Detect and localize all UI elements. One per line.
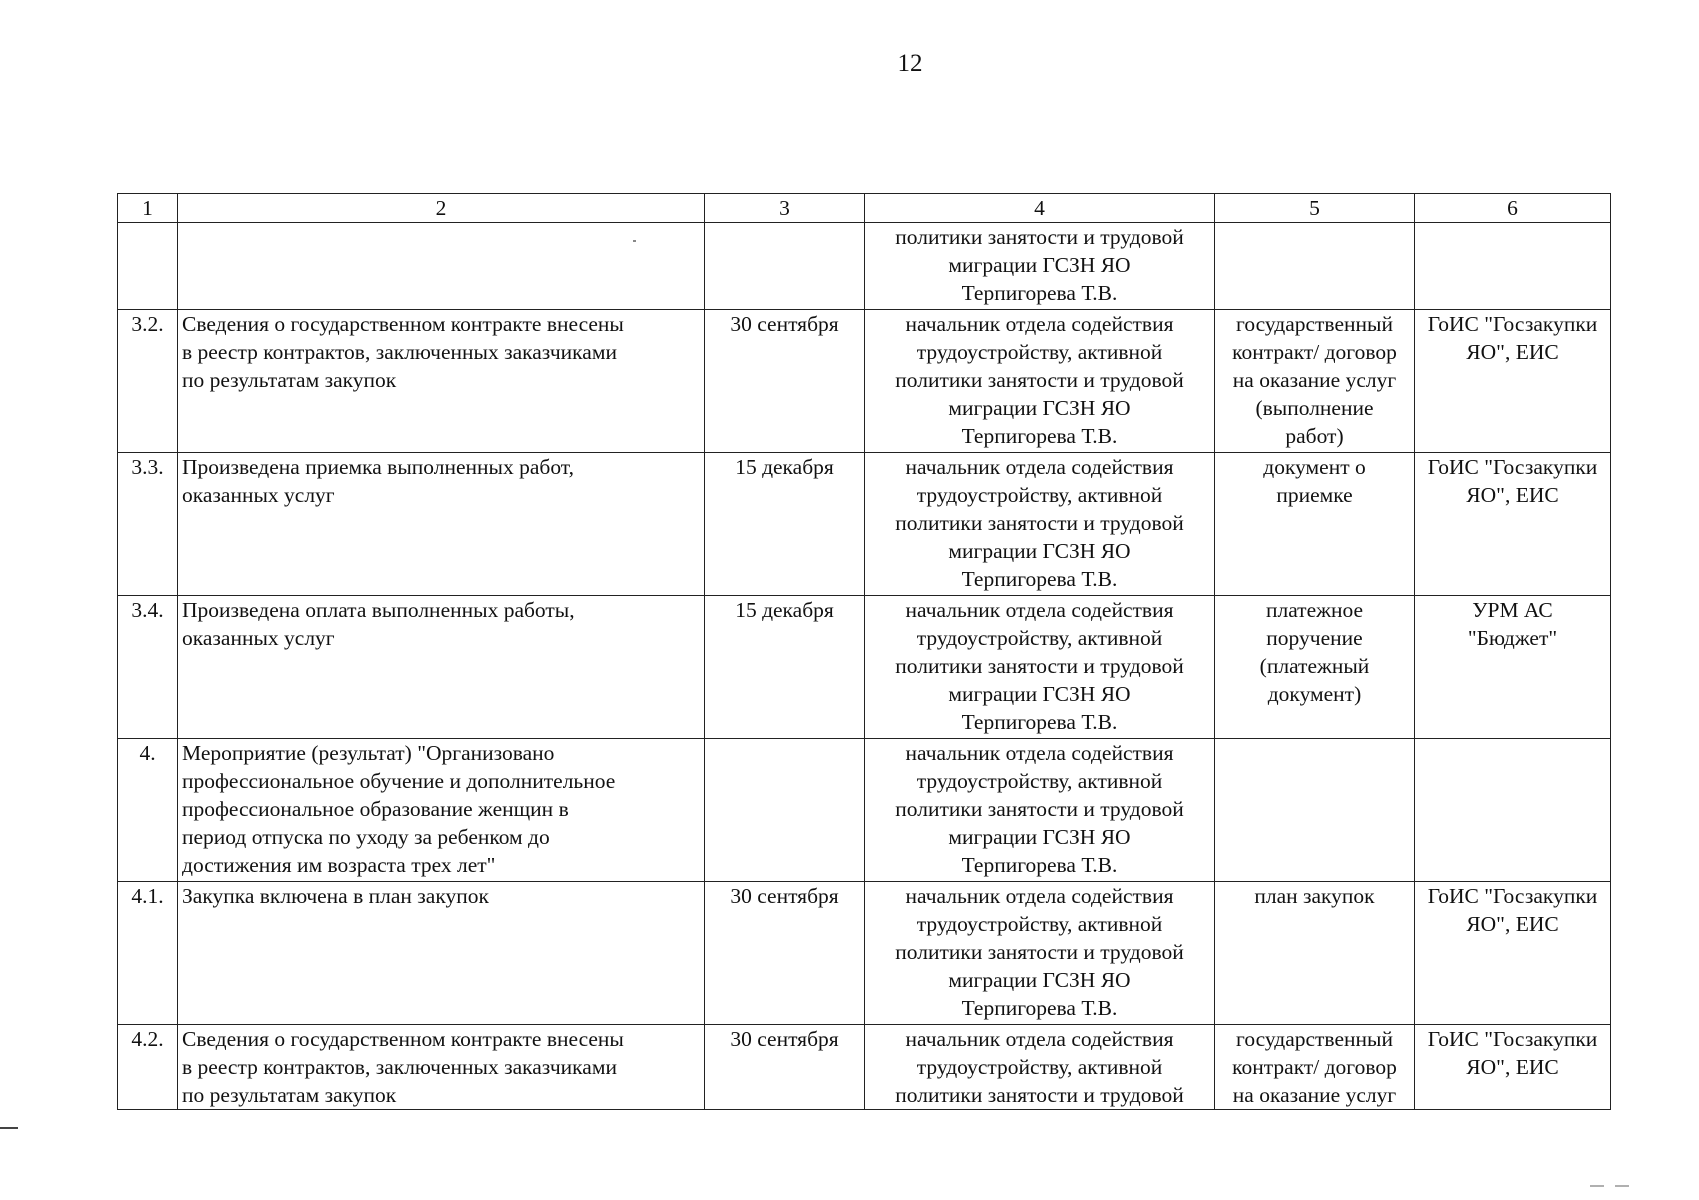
table-row [118, 882, 1611, 1025]
result-document: платежное поручение (платежный документ) [1259, 598, 1370, 706]
column-header-4: 4 [865, 194, 1215, 223]
table-row [118, 596, 1611, 739]
column-header-2: 2 [178, 194, 705, 223]
scan-speck [633, 240, 636, 242]
event-description: Мероприятие (результат) "Организовано профессиональное обучение и дополнительное профессиональное образование женщин в период отпуска по уходу за ребенком до достижения им возраста трех лет" [182, 741, 616, 877]
responsible-person: начальник отдела содействия трудоустройству, активной политики занятости и трудовой миграции ГСЗН ЯО Терпигорева Т.В. [895, 884, 1184, 1020]
result-document: план закупок [1254, 884, 1375, 908]
information-system: УРМ АС "Бюджет" [1467, 598, 1558, 650]
column-header-6: 6 [1415, 194, 1611, 223]
corner-mark [1590, 1185, 1604, 1187]
row-number: 3.2. [131, 312, 164, 336]
information-system: ГоИС "Госзакупки ЯО", ЕИС [1427, 455, 1598, 507]
corner-mark [1615, 1185, 1629, 1187]
result-document: документ о приемке [1263, 455, 1366, 507]
column-header-5: 5 [1215, 194, 1415, 223]
result-document: государственный контракт/ договор на оказание услуг (выполнение работ) [1232, 312, 1397, 448]
event-description: Произведена оплата выполненных работы, оказанных услуг [182, 598, 575, 650]
table-row [118, 739, 1611, 882]
deadline: 30 сентября [730, 1027, 839, 1051]
responsible-person: политики занятости и трудовой миграции ГСЗН ЯО Терпигорева Т.В. [895, 225, 1184, 305]
responsible-person: начальник отдела содействия трудоустройству, активной политики занятости и трудовой [895, 1027, 1184, 1107]
result-document: государственный контракт/ договор на оказание услуг [1232, 1027, 1397, 1107]
table-header-row [118, 194, 1611, 223]
responsible-person: начальник отдела содействия трудоустройству, активной политики занятости и трудовой миграции ГСЗН ЯО Терпигорева Т.В. [895, 455, 1184, 591]
row-number: 3.3. [131, 455, 164, 479]
information-system: ГоИС "Госзакупки ЯО", ЕИС [1427, 312, 1598, 364]
plan-table [117, 193, 1611, 1110]
responsible-person: начальник отдела содействия трудоустройству, активной политики занятости и трудовой миграции ГСЗН ЯО Терпигорева Т.В. [895, 598, 1184, 734]
information-system: ГоИС "Госзакупки ЯО", ЕИС [1427, 1027, 1598, 1079]
table-row [118, 453, 1611, 596]
table-row [118, 310, 1611, 453]
event-description: Сведения о государственном контракте внесены в реестр контрактов, заключенных заказчиками по результатам закупок [182, 312, 624, 392]
deadline: 30 сентября [730, 312, 839, 336]
responsible-person: начальник отдела содействия трудоустройству, активной политики занятости и трудовой миграции ГСЗН ЯО Терпигорева Т.В. [895, 312, 1184, 448]
deadline: 15 декабря [735, 455, 834, 479]
column-header-1: 1 [118, 194, 178, 223]
responsible-person: начальник отдела содействия трудоустройству, активной политики занятости и трудовой миграции ГСЗН ЯО Терпигорева Т.В. [895, 741, 1184, 877]
table-row [118, 1025, 1611, 1110]
row-number: 4. [139, 741, 156, 765]
row-number: 3.4. [131, 598, 164, 622]
table-row [118, 223, 1611, 310]
page-number: 12 [897, 50, 923, 77]
margin-mark [0, 1127, 18, 1129]
deadline: 30 сентября [730, 884, 839, 908]
row-number: 4.2. [131, 1027, 164, 1051]
row-number: 4.1. [131, 884, 164, 908]
event-description: Произведена приемка выполненных работ, оказанных услуг [182, 455, 574, 507]
event-description: Закупка включена в план закупок [182, 884, 489, 908]
column-header-3: 3 [705, 194, 865, 223]
event-description: Сведения о государственном контракте внесены в реестр контрактов, заключенных заказчиками по результатам закупок [182, 1027, 624, 1107]
information-system: ГоИС "Госзакупки ЯО", ЕИС [1427, 884, 1598, 936]
deadline: 15 декабря [735, 598, 834, 622]
